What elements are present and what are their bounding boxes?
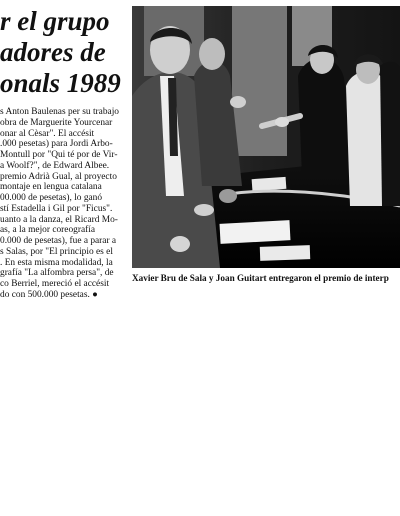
body-line: Montull por "Qui té por de Vir-: [0, 150, 118, 160]
headline-line: r el grupo: [0, 6, 110, 36]
person-hand: [230, 96, 246, 108]
person-dark: [380, 62, 400, 206]
body-line: co Berriel, mereció el accésit: [0, 279, 110, 289]
headline-line: onals 1989: [0, 68, 121, 98]
body-line: .000 pesetas) para Jordi Arbo-: [0, 139, 113, 150]
news-photo: [132, 6, 400, 268]
body-line: s Anton Baulenas per su trabajo: [0, 107, 119, 117]
photo-caption: Xavier Bru de Sala y Joan Guitart entregaron el premio de interp: [132, 273, 389, 283]
paper: [252, 177, 287, 191]
paper: [260, 245, 310, 261]
person-hand: [170, 236, 190, 252]
body-line: obra de Marguerite Yourcenar: [0, 117, 113, 128]
body-line: uanto a la danza, el Ricard Mo-: [0, 214, 118, 225]
body-line: montaje en lengua catalana: [0, 182, 102, 193]
wall-panel: [232, 6, 287, 156]
person-hand: [194, 204, 214, 216]
article-headline: [0, 6, 128, 99]
paper: [220, 220, 291, 244]
microphone: [219, 189, 237, 203]
body-line: as, a la mejor coreografía: [0, 225, 95, 236]
body-line: s Salas, por "El principio es el: [0, 246, 113, 257]
body-line: grafía "La alfombra persa", de: [0, 268, 114, 279]
body-line: 00.000 de pesetas), lo ganó: [0, 193, 103, 203]
body-line: a Woolf?", de Edward Albee.: [0, 160, 110, 171]
article-body-column: [0, 107, 128, 300]
body-line: . En esta misma modalidad, la: [0, 257, 113, 268]
body-line: 0.000 de pesetas), fue a parar a: [0, 236, 117, 246]
body-line: do con 500.000 pesetas. ●: [0, 289, 98, 300]
news-photo-illustration: [132, 6, 400, 268]
handshake-hands: [275, 117, 289, 127]
body-line: onar al Cèsar". El accésit: [0, 128, 95, 139]
person-face: [199, 38, 225, 70]
body-line: premio Adrià Gual, al proyecto: [0, 171, 117, 182]
body-line: stí Estadella i Gil por "Ficus".: [0, 203, 113, 214]
headline-line: adores de: [0, 37, 106, 67]
